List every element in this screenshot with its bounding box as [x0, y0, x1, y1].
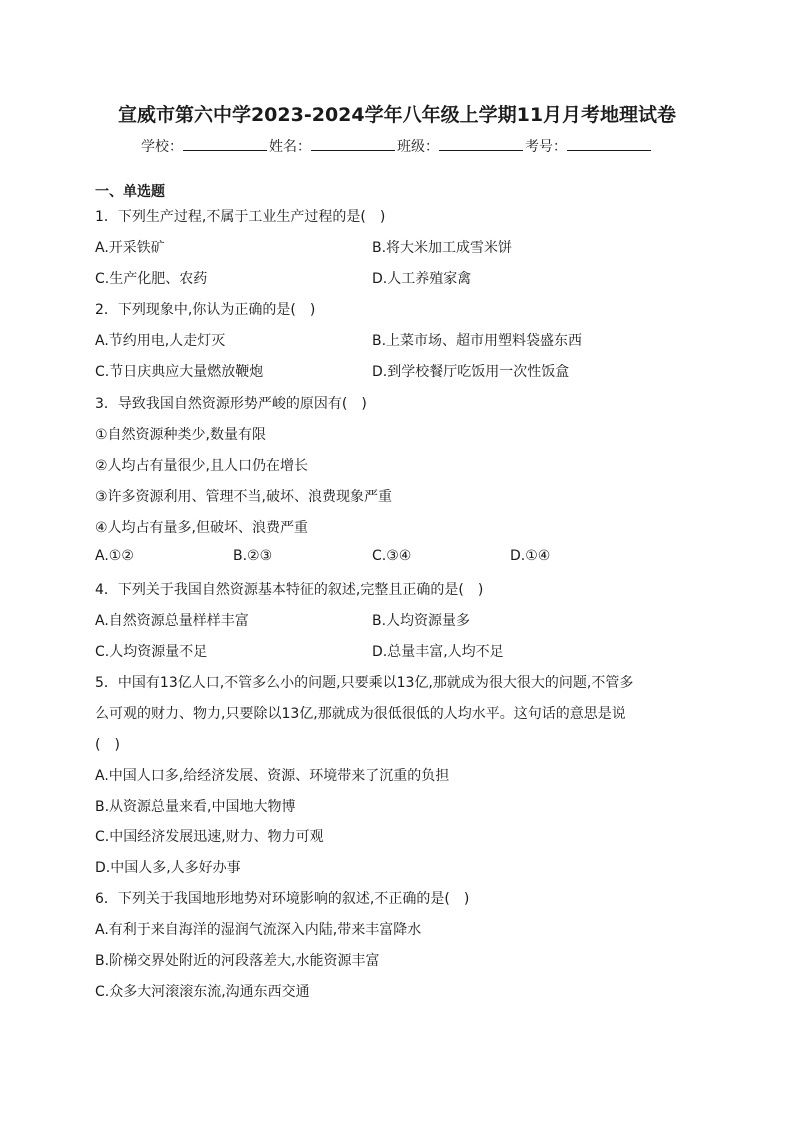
exam-title: 宣威市第六中学2023-2024学年八年级上学期11月月考地理试卷: [117, 104, 677, 126]
option-5a: A.中国人口多,给经济发展、资源、环境带来了沉重的负担: [95, 768, 450, 784]
option-3b: B.②③: [233, 548, 273, 564]
option-3a: A.①②: [95, 548, 134, 564]
option-5d: D.中国人多,人多好办事: [95, 860, 241, 876]
option-3c: C.③④: [372, 548, 412, 564]
statement-3-3: ③许多资源利用、管理不当,破坏、浪费现象严重: [95, 489, 392, 505]
question-stem-2: 2．下列现象中,你认为正确的是( ): [95, 302, 316, 318]
name-blank[interactable]: [311, 135, 395, 151]
school-label: 学校：: [141, 139, 183, 155]
option-2b: B.上菜市场、超市用塑料袋盛东西: [372, 333, 583, 349]
option-1d: D.人工养殖家禽: [372, 271, 472, 287]
question-stem-4: 4．下列关于我国自然资源基本特征的叙述,完整且正确的是( ): [95, 582, 484, 598]
option-1c: C.生产化肥、农药: [95, 271, 208, 287]
name-label: 姓名：: [269, 139, 311, 155]
option-2c: C.节日庆典应大量燃放鞭炮: [95, 364, 264, 380]
option-6b: B.阶梯交界处附近的河段落差大,水能资源丰富: [95, 953, 380, 969]
examno-blank[interactable]: [567, 135, 651, 151]
question-stem-5-line-3: ( ): [95, 737, 120, 753]
student-info-line: [0, 135, 794, 156]
option-1a: A.开采铁矿: [95, 240, 165, 256]
statement-3-2: ②人均占有量很少,且人口仍在增长: [95, 458, 309, 474]
question-stem-3: 3．导致我国自然资源形势严峻的原因有( ): [95, 396, 367, 412]
option-4b: B.人均资源量多: [372, 613, 471, 629]
option-2d: D.到学校餐厅吃饭用一次性饭盒: [372, 364, 570, 380]
question-stem-5-line-2: 么可观的财力、物力,只要除以13亿,那就成为很低很低的人均水平。这句话的意思是说: [95, 706, 626, 722]
class-blank[interactable]: [439, 135, 523, 151]
question-stem-6: 6．下列关于我国地形地势对环境影响的叙述,不正确的是( ): [95, 891, 470, 907]
statement-3-4: ④人均占有量多,但破坏、浪费严重: [95, 520, 309, 536]
option-4d: D.总量丰富,人均不足: [372, 644, 504, 660]
option-4c: C.人均资源量不足: [95, 644, 208, 660]
option-6a: A.有利于来自海洋的湿润气流深入内陆,带来丰富降水: [95, 922, 422, 938]
option-5b: B.从资源总量来看,中国地大物博: [95, 799, 296, 815]
option-1b: B.将大米加工成雪米饼: [372, 240, 513, 256]
school-blank[interactable]: [183, 135, 267, 151]
section-title: 一、单选题: [95, 184, 165, 200]
statement-3-1: ①自然资源种类少,数量有限: [95, 427, 267, 443]
class-label: 班级：: [397, 139, 439, 155]
question-stem-1: 1．下列生产过程,不属于工业生产过程的是( ): [95, 209, 386, 225]
option-6c: C.众多大河滚滚东流,沟通东西交通: [95, 984, 310, 1000]
option-5c: C.中国经济发展迅速,财力、物力可观: [95, 829, 324, 845]
question-stem-5-line-1: 5．中国有13亿人口,不管多么小的问题,只要乘以13亿,那就成为很大很大的问题,不管多: [95, 675, 634, 691]
option-3d: D.①④: [510, 548, 551, 564]
option-4a: A.自然资源总量样样丰富: [95, 613, 249, 629]
option-2a: A.节约用电,人走灯灭: [95, 333, 226, 349]
examno-label: 考号：: [525, 139, 567, 155]
